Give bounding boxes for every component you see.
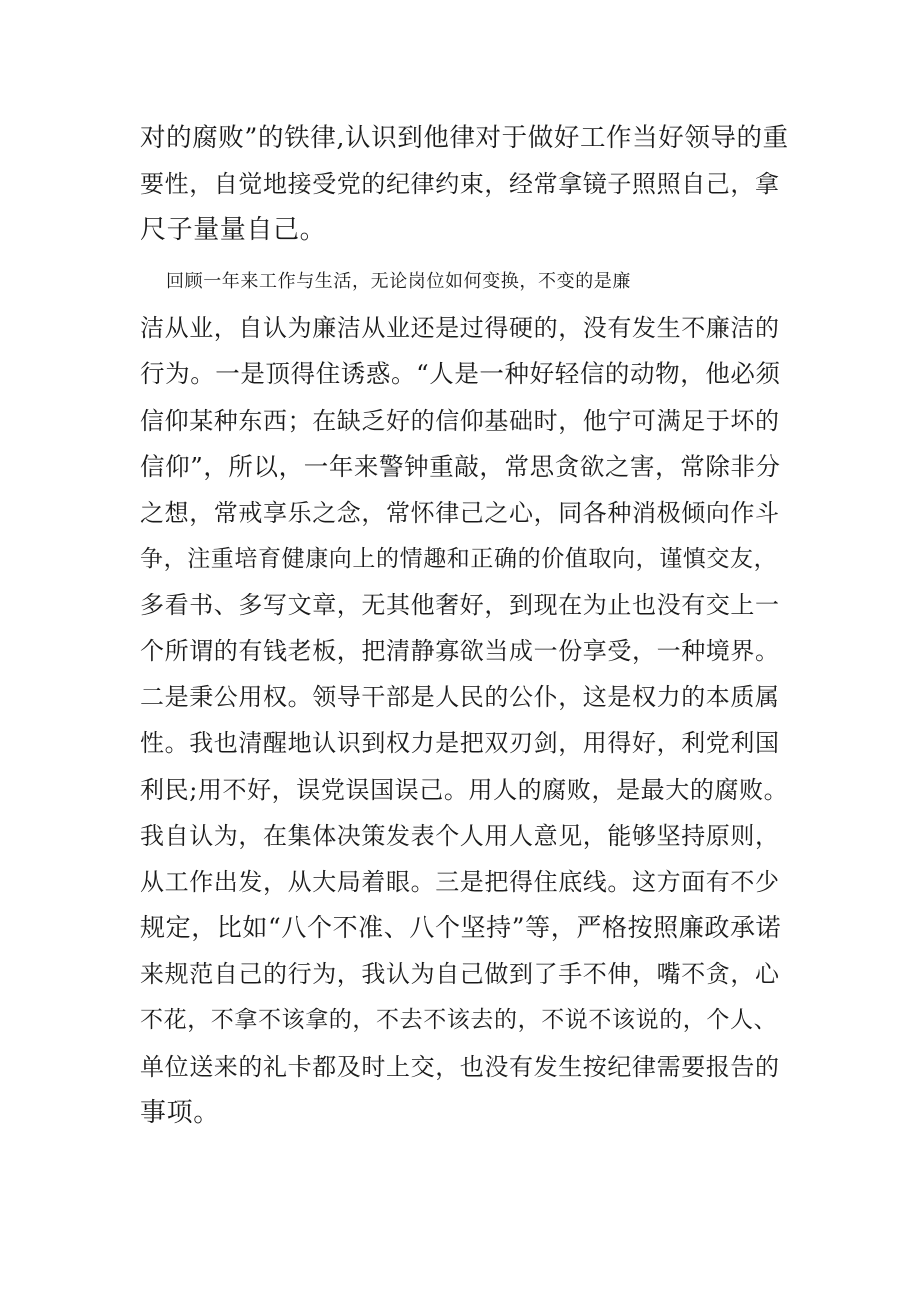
text-line: 性。我也清醒地认识到权力是把双刃剑，用得好，利党利国: [140, 729, 780, 757]
text-line: 尺子量量自己。: [140, 215, 327, 245]
text-line: 信仰某种东西；在缺乏好的信仰基础时，他宁可满足于坏的: [140, 407, 780, 435]
text-line: 多看书、多写文章，无其他奢好，到现在为止也没有交上一: [140, 591, 780, 619]
text-line: 争，注重培育健康向上的情趣和正确的价值取向，谨慎交友，: [140, 546, 778, 572]
text-line: 对的腐败”的铁律,认识到他律对于做好工作当好领导的重: [140, 123, 789, 153]
text-line: 单位送来的礼卡都及时上交，也没有发生按纪律需要报告的: [140, 1053, 780, 1081]
text-line: 洁从业，自认为廉洁从业还是过得硬的，没有发生不廉洁的: [140, 314, 780, 342]
text-line: 要性，自觉地接受党的纪律约束，经常拿镜子照照自己，拿: [140, 170, 780, 198]
text-line: 二是秉公用权。领导干部是人民的公仆，这是权力的本质属: [140, 683, 780, 711]
text-line: 来规范自己的行为，我认为自己做到了手不伸，嘴不贪，心: [140, 960, 780, 988]
text-line: 个所谓的有钱老板，把清静寡欲当成一份享受，一种境界。: [140, 637, 780, 665]
text-line: 信仰”，所以，一年来警钟重敲，常思贪欲之害，常除非分: [140, 452, 781, 481]
text-line: 从工作出发，从大局着眼。三是把得住底线。这方面有不少: [140, 868, 780, 896]
text-line: 之想，常戒享乐之念，常怀律己之心，同各种消极倾向作斗: [140, 499, 780, 527]
text-line: 不花，不拿不该拿的，不去不该去的，不说不该说的，个人、: [140, 1007, 778, 1033]
text-line: 规定，比如“八个不准、八个坚持”等，严格按照廉政承诺: [140, 913, 782, 942]
text-line: 行为。一是顶得住诱惑。“人是一种好轻信的动物，他必须: [140, 359, 781, 388]
text-line: 我自认为，在集体决策发表个人用人意见，能够坚持原则，: [140, 822, 780, 850]
text-line: 利民;用不好，误党误国误己。用人的腐败，是最大的腐败。: [140, 776, 789, 804]
paragraph-first-line: 回顾一年来工作与生活，无论岗位如何变换，不变的是廉: [166, 271, 631, 292]
text-line: 事项。: [140, 1098, 220, 1128]
